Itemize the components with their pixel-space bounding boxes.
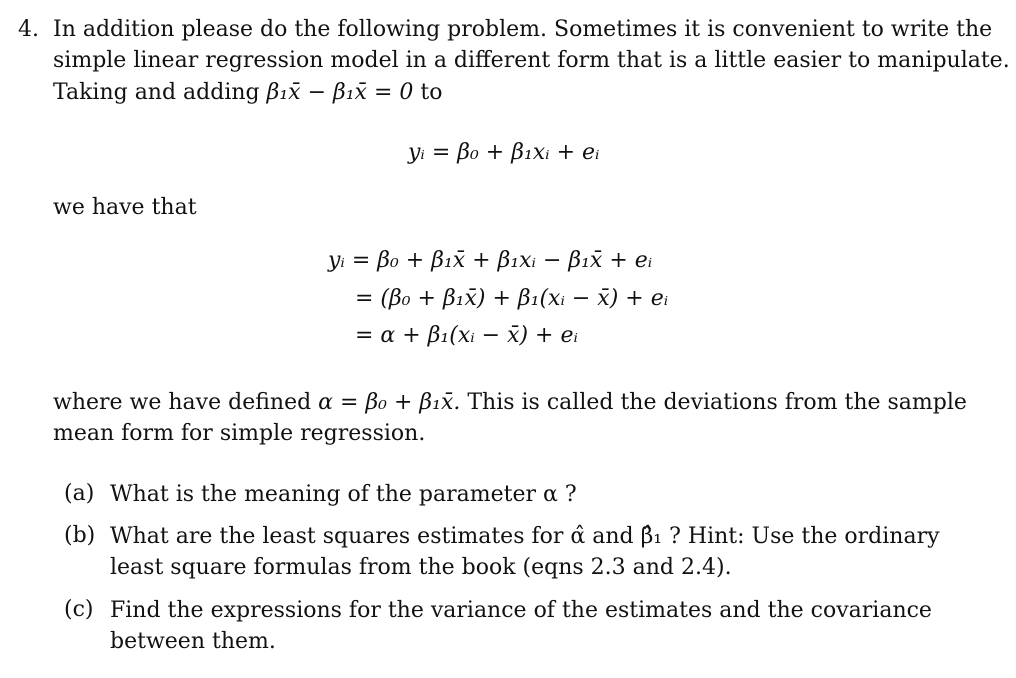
item-b-text-2: least square formulas from the book (eqns 2.3 and 2.4). (110, 555, 732, 580)
definition-line-2: mean form for simple regression. (53, 421, 426, 446)
intro-line-1: In addition please do the following problem. Sometimes it is convenient to write the (53, 17, 993, 42)
item-c-text-1: Find the expressions for the variance of the estimates and the covariance (110, 598, 932, 623)
intro-line-2: simple linear regression model in a different form that is a little easier to manipulate. (53, 48, 1010, 73)
intro-line-3-math: β₁x̄ − β₁x̄ = 0 (266, 80, 414, 105)
definition-suffix: This is called the deviations from the sample (467, 390, 967, 415)
definition-math: α = β₀ + β₁x̄. (318, 390, 461, 415)
intro-line-3-suffix: to (420, 80, 443, 105)
definition-prefix: where we have defined (53, 390, 312, 415)
item-a-label: (a) (64, 481, 95, 506)
item-b-label: (b) (64, 523, 96, 548)
equation-model: yᵢ = β₀ + β₁xᵢ + eᵢ (408, 140, 600, 165)
intro-line-3-prefix: Taking and adding (53, 80, 260, 105)
derivation-line-3: = α + β₁(xᵢ − x̄) + eᵢ (355, 323, 578, 348)
item-b-text-1: What are the least squares estimates for α̂ and β̂₁ ? Hint: Use the ordinary (110, 524, 940, 549)
intro-line-3 (53, 78, 973, 108)
we-have-that: we have that (53, 195, 197, 220)
derivation-line-2: = (β₀ + β₁x̄) + β₁(xᵢ − x̄) + eᵢ (355, 286, 669, 311)
definition-line-1 (53, 388, 973, 418)
item-a-text: What is the meaning of the parameter α ? (110, 482, 577, 507)
item-c-label: (c) (64, 597, 94, 622)
item-c-text-2: between them. (110, 629, 276, 654)
derivation-line-1: yᵢ = β₀ + β₁x̄ + β₁xᵢ − β₁x̄ + eᵢ (328, 248, 653, 273)
problem-number: 4. (18, 17, 39, 42)
